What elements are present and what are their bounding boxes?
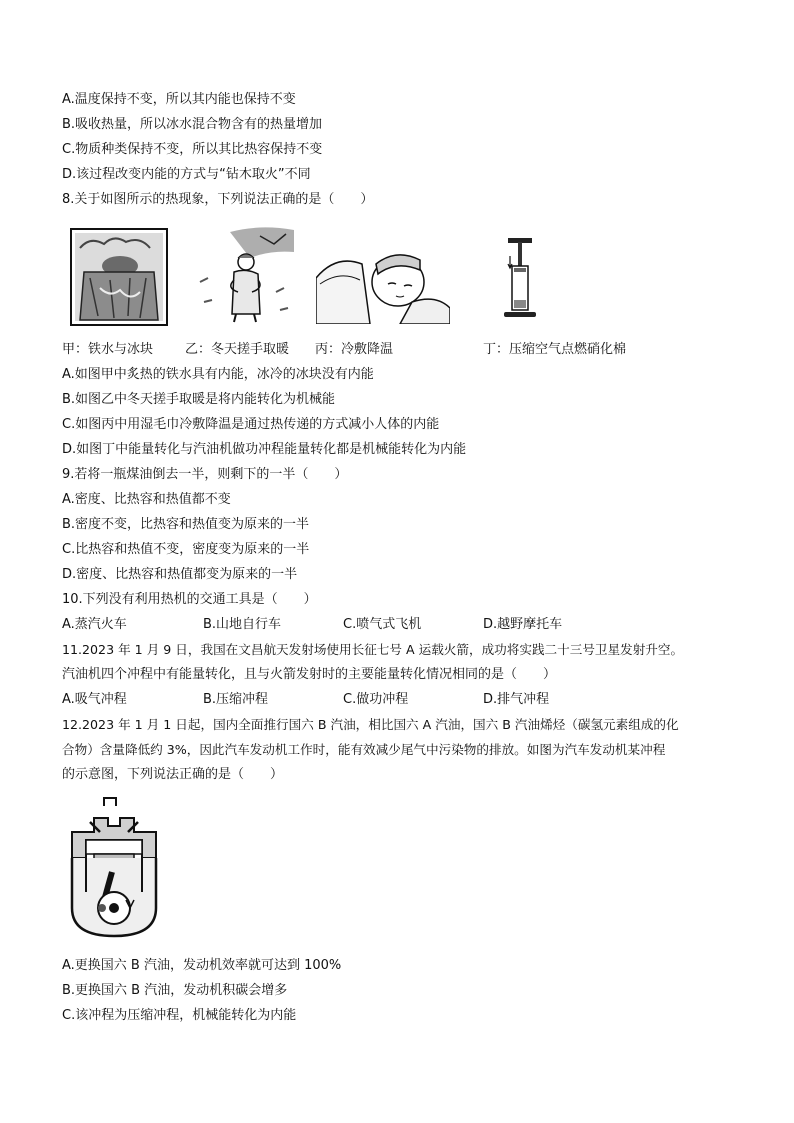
q7-option-a: A.温度保持不变，所以其内能也保持不变 <box>62 92 296 107</box>
q9-stem: 9.若将一瓶煤油倒去一半，则剩下的一半（ ） <box>62 467 348 482</box>
q12-stem-line2: 合物）含量降低约 3%，因此汽车发动机工作时，能有效减少尾气中污染物的排放。如图为汽车发动机某冲程 <box>62 742 666 757</box>
q11-option-b: B.压缩冲程 <box>203 692 269 707</box>
caption-ding: 丁：压缩空气点燃硝化棉 <box>483 342 627 357</box>
figure-yi-rubbing-hands <box>190 222 298 326</box>
q11-stem-line2: 汽油机四个冲程中有能量转化，且与火箭发射时的主要能量转化情况相同的是（ ） <box>62 667 557 682</box>
q9-option-c: C.比热容和热值不变，密度变为原来的一半 <box>62 542 310 557</box>
q10-option-d: D.越野摩托车 <box>483 617 563 632</box>
caption-bing: 丙：冷敷降温 <box>315 342 394 357</box>
q12-stem-line3: 的示意图，下列说法正确的是（ ） <box>62 767 284 782</box>
q12-option-c: C.该冲程为压缩冲程，机械能转化为内能 <box>62 1008 297 1023</box>
figure-bing-cold-compress <box>316 224 450 324</box>
caption-yi: 乙：冬天搓手取暖 <box>185 342 290 357</box>
q8-stem: 8.关于如图所示的热现象，下列说法正确的是（ ） <box>62 192 374 207</box>
q8-option-b: B.如图乙中冬天搓手取暖是将内能转化为机械能 <box>62 392 336 407</box>
q10-option-b: B.山地自行车 <box>203 617 282 632</box>
q11-option-d: D.排气冲程 <box>483 692 550 707</box>
q10-option-a: A.蒸汽火车 <box>62 617 127 632</box>
q8-option-c: C.如图丙中用湿毛巾冷敷降温是通过热传递的方式减小人体的内能 <box>62 417 440 432</box>
q9-option-a: A.密度、比热容和热值都不变 <box>62 492 231 507</box>
q7-option-b: B.吸收热量，所以冰水混合物含有的热量增加 <box>62 117 323 132</box>
figure-engine-stroke <box>64 796 164 944</box>
figure-ding-air-compression <box>500 234 540 326</box>
q12-option-b: B.更换国六 B 汽油，发动机积碳会增多 <box>62 983 288 998</box>
q8-option-d: D.如图丁中能量转化与汽油机做功冲程能量转化都是机械能转化为内能 <box>62 442 467 457</box>
figure-jia-iron-and-ice <box>70 228 168 326</box>
q9-option-d: D.密度、比热容和热值都变为原来的一半 <box>62 567 298 582</box>
q12-option-a: A.更换国六 B 汽油，发动机效率就可达到 100% <box>62 958 342 973</box>
q7-option-c: C.物质种类保持不变，所以其比热容保持不变 <box>62 142 323 157</box>
q10-option-c: C.喷气式飞机 <box>343 617 422 632</box>
q12-stem-line1: 12.2023 年 1 月 1 日起，国内全面推行国六 B 汽油，相比国六 A 汽油，国六 B 汽油烯烃（碳氢元素组成的化 <box>62 717 679 732</box>
q7-option-d: D.该过程改变内能的方式与“钻木取火”不同 <box>62 167 311 182</box>
q9-option-b: B.密度不变，比热容和热值变为原来的一半 <box>62 517 310 532</box>
q11-stem-line1: 11.2023 年 1 月 9 日，我国在文昌航天发射场使用长征七号 A 运载火箭，成功将实践二十三号卫星发射升空。 <box>62 642 684 657</box>
q10-stem: 10.下列没有利用热机的交通工具是（ ） <box>62 592 317 607</box>
q11-option-a: A.吸气冲程 <box>62 692 127 707</box>
q11-option-c: C.做功冲程 <box>343 692 409 707</box>
caption-jia: 甲：铁水与冰块 <box>62 342 154 357</box>
q8-option-a: A.如图甲中炙热的铁水具有内能，冰冷的冰块没有内能 <box>62 367 374 382</box>
